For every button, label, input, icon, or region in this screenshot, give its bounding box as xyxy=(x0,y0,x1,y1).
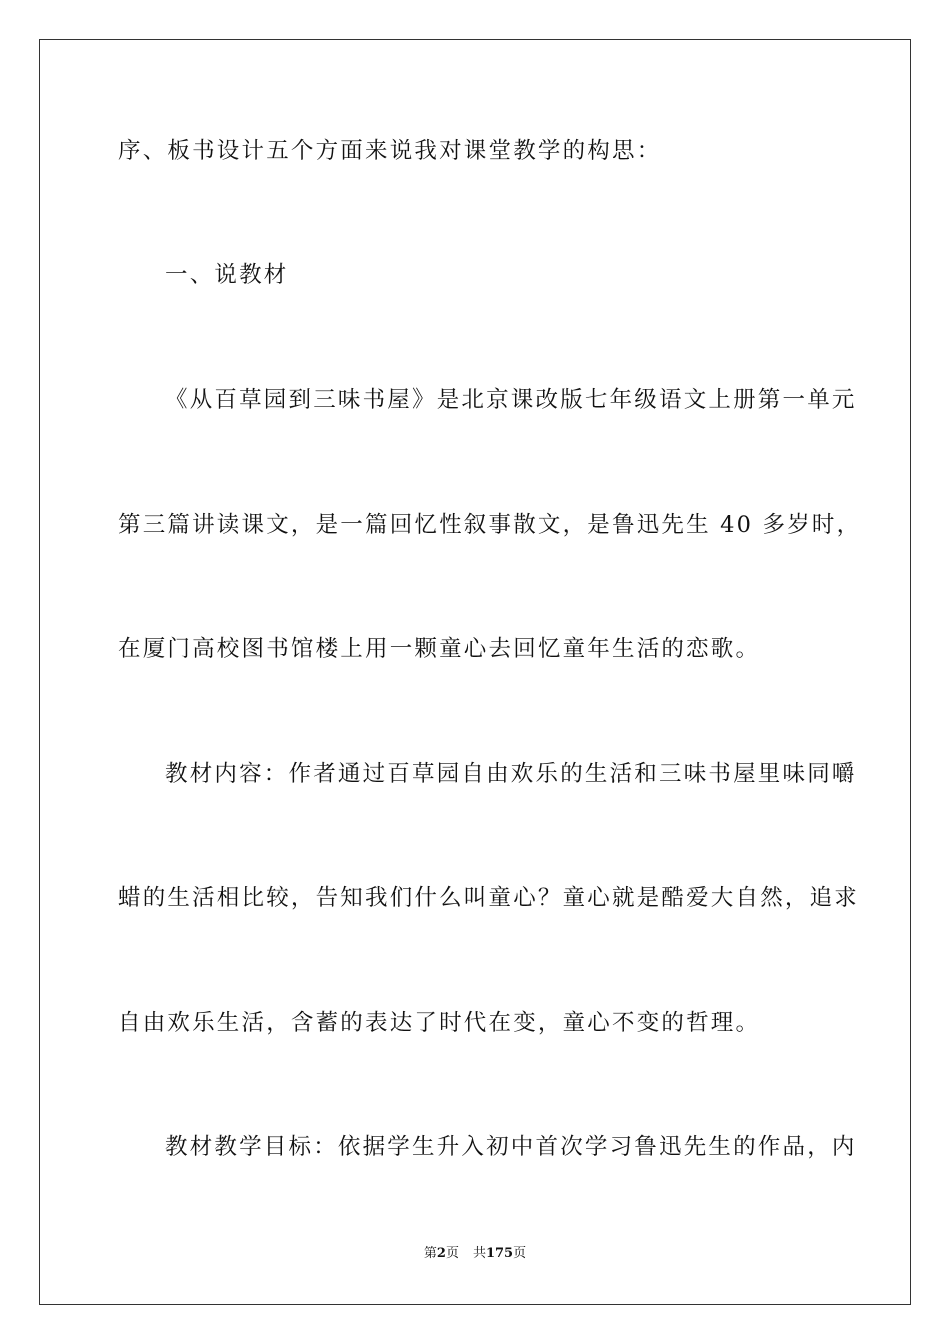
page-number: 2 xyxy=(436,1246,446,1261)
body-line-1: 序、板书设计五个方面来说我对课堂教学的构思： xyxy=(118,138,662,164)
body-line-4: 第三篇讲读课文，是一篇回忆性叙事散文，是鲁迅先生 40 多岁时， xyxy=(118,512,862,538)
total-suffix: 页 xyxy=(513,1246,527,1261)
page-border xyxy=(39,39,911,1305)
section-heading: 一、说教材 xyxy=(165,262,289,288)
body-line-6: 教材内容：作者通过百草园自由欢乐的生活和三味书屋里味同嚼 xyxy=(165,761,857,787)
page-footer xyxy=(0,1245,950,1263)
body-line-9: 教材教学目标：依据学生升入初中首次学习鲁迅先生的作品，内 xyxy=(165,1134,857,1160)
body-line-8: 自由欢乐生活，含蓄的表达了时代在变，童心不变的哲理。 xyxy=(118,1010,761,1036)
page-suffix: 页 xyxy=(445,1246,459,1261)
total-prefix: 共 xyxy=(472,1246,486,1261)
body-line-3: 《从百草园到三味书屋》是北京课改版七年级语文上册第一单元 xyxy=(165,387,857,413)
body-line-5: 在厦门高校图书馆楼上用一颗童心去回忆童年生活的恋歌。 xyxy=(118,636,761,662)
body-line-7: 蜡的生活相比较，告知我们什么叫童心？童心就是酷爱大自然，追求 xyxy=(118,885,860,911)
total-pages: 175 xyxy=(485,1246,514,1261)
page-prefix: 第 xyxy=(423,1246,437,1261)
